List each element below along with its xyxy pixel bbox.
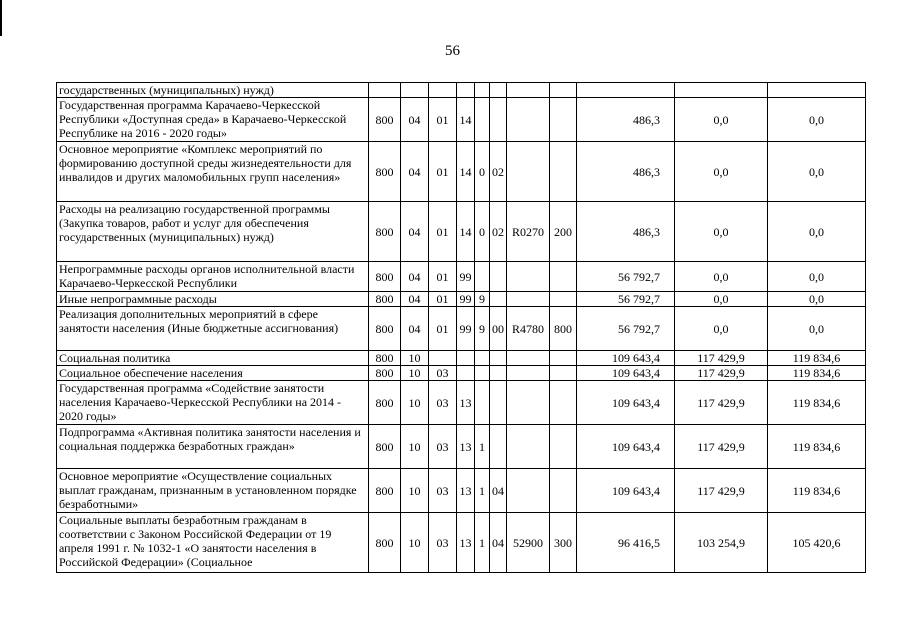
cell-section: 04	[401, 262, 429, 292]
cell-subsection: 01	[429, 142, 457, 202]
cell-amount-year-1: 109 643,4	[577, 381, 675, 425]
cell-section: 10	[401, 513, 429, 573]
cell-subsection: 01	[429, 307, 457, 351]
cell-amount-year-2: 0,0	[675, 307, 768, 351]
cell-name: Государственная программа Карачаево-Черкесской Республики «Доступная среда» в Карачаево-Черкесской Республике на 2016 - 2020 годы»	[57, 98, 369, 142]
cell-expense-type	[550, 262, 577, 292]
cell-amount-year-3: 119 834,6	[768, 381, 866, 425]
table-row	[57, 98, 866, 142]
cell-name: Социальное обеспечение населения	[57, 366, 369, 381]
table-row	[57, 142, 866, 202]
cell-program: 14	[457, 142, 475, 202]
cell-event: 02	[490, 142, 507, 202]
cell-direction	[507, 292, 550, 307]
cell-amount-year-3: 119 834,6	[768, 469, 866, 513]
cell-amount-year-3: 119 834,6	[768, 425, 866, 469]
cell-name: Социальные выплаты безработным гражданам в соответствии с Законом Российской Федерации от 19 апреля 1991 г. № 1032-1 «О занятости населения в Российской Федерации» (Социальное	[57, 513, 369, 573]
cell-subsection: 01	[429, 98, 457, 142]
cell-event	[490, 366, 507, 381]
table-row	[57, 351, 866, 366]
cell-subsection: 03	[429, 513, 457, 573]
cell-amount-year-3: 0,0	[768, 307, 866, 351]
cell-amount-year-3: 105 420,6	[768, 513, 866, 573]
cell-amount-year-2: 117 429,9	[675, 351, 768, 366]
cell-section	[401, 83, 429, 98]
table-row	[57, 202, 866, 262]
cell-amount-year-3: 0,0	[768, 202, 866, 262]
cell-expense-type: 300	[550, 513, 577, 573]
cell-event: 00	[490, 307, 507, 351]
cell-direction	[507, 98, 550, 142]
cell-event	[490, 292, 507, 307]
cell-program	[457, 366, 475, 381]
cell-section: 04	[401, 292, 429, 307]
cell-program: 99	[457, 307, 475, 351]
cell-name: Основное мероприятие «Осуществление социальных выплат гражданам, признанным в установленном порядке безработными»	[57, 469, 369, 513]
cell-direction: 52900	[507, 513, 550, 573]
cell-subprogram: 1	[475, 513, 490, 573]
cell-event	[490, 381, 507, 425]
cell-subsection: 01	[429, 292, 457, 307]
cell-ministry: 800	[369, 307, 401, 351]
cell-name: Реализация дополнительных мероприятий в сфере занятости населения (Иные бюджетные ассигнования)	[57, 307, 369, 351]
cell-program: 14	[457, 98, 475, 142]
cell-amount-year-2: 0,0	[675, 202, 768, 262]
cell-expense-type	[550, 469, 577, 513]
cell-amount-year-1: 109 643,4	[577, 366, 675, 381]
cell-subprogram	[475, 351, 490, 366]
cell-ministry: 800	[369, 425, 401, 469]
table-row	[57, 83, 866, 98]
table-row	[57, 307, 866, 351]
cell-amount-year-3: 0,0	[768, 292, 866, 307]
cell-section: 10	[401, 469, 429, 513]
cell-name: Подпрограмма «Активная политика занятости населения и социальная поддержка безработных граждан»	[57, 425, 369, 469]
cell-section: 04	[401, 307, 429, 351]
cell-amount-year-3: 0,0	[768, 262, 866, 292]
cell-expense-type	[550, 292, 577, 307]
cell-ministry: 800	[369, 142, 401, 202]
cell-subprogram	[475, 366, 490, 381]
page-number: 56	[445, 43, 460, 59]
cell-subprogram: 9	[475, 292, 490, 307]
cell-section: 04	[401, 202, 429, 262]
cell-expense-type	[550, 98, 577, 142]
cell-program: 13	[457, 513, 475, 573]
cell-event	[490, 98, 507, 142]
cell-expense-type	[550, 425, 577, 469]
table-row	[57, 262, 866, 292]
cell-amount-year-2: 117 429,9	[675, 381, 768, 425]
cell-amount-year-2: 0,0	[675, 98, 768, 142]
cell-name: Иные непрограммные расходы	[57, 292, 369, 307]
cell-amount-year-1: 486,3	[577, 202, 675, 262]
cell-event	[490, 262, 507, 292]
cell-subsection	[429, 83, 457, 98]
cell-program: 99	[457, 292, 475, 307]
cell-expense-type	[550, 83, 577, 98]
cell-ministry: 800	[369, 513, 401, 573]
table-row	[57, 381, 866, 425]
cell-event	[490, 83, 507, 98]
cell-subprogram	[475, 98, 490, 142]
cell-amount-year-1: 56 792,7	[577, 262, 675, 292]
budget-table	[56, 82, 866, 573]
cell-ministry: 800	[369, 469, 401, 513]
cell-name: государственных (муниципальных) нужд)	[57, 83, 369, 98]
cell-direction	[507, 366, 550, 381]
cell-program: 99	[457, 262, 475, 292]
cell-event	[490, 351, 507, 366]
cell-expense-type	[550, 351, 577, 366]
cell-amount-year-2: 0,0	[675, 142, 768, 202]
cell-section: 10	[401, 351, 429, 366]
cell-subprogram: 0	[475, 202, 490, 262]
table-row	[57, 425, 866, 469]
cell-amount-year-3: 0,0	[768, 98, 866, 142]
cell-amount-year-1: 109 643,4	[577, 425, 675, 469]
cell-amount-year-1: 56 792,7	[577, 292, 675, 307]
cell-amount-year-3: 0,0	[768, 142, 866, 202]
cell-amount-year-1: 109 643,4	[577, 351, 675, 366]
cell-name: Основное мероприятие «Комплекс мероприятий по формированию доступной среды жизнедеятельности для инвалидов и других маломобильных групп населения»	[57, 142, 369, 202]
cell-program: 13	[457, 381, 475, 425]
cell-ministry: 800	[369, 366, 401, 381]
cell-amount-year-2: 117 429,9	[675, 425, 768, 469]
cell-expense-type	[550, 381, 577, 425]
cell-subprogram	[475, 83, 490, 98]
cell-subprogram: 9	[475, 307, 490, 351]
table-row	[57, 469, 866, 513]
cell-subprogram: 0	[475, 142, 490, 202]
cell-section: 04	[401, 142, 429, 202]
cell-amount-year-2: 0,0	[675, 292, 768, 307]
cell-section: 10	[401, 425, 429, 469]
cell-ministry	[369, 83, 401, 98]
cell-amount-year-1	[577, 83, 675, 98]
cell-amount-year-2: 103 254,9	[675, 513, 768, 573]
cell-amount-year-1: 109 643,4	[577, 469, 675, 513]
cell-direction	[507, 425, 550, 469]
cell-subsection: 03	[429, 469, 457, 513]
cell-expense-type	[550, 366, 577, 381]
cell-direction	[507, 142, 550, 202]
left-edge-mark	[0, 0, 2, 36]
cell-amount-year-2: 117 429,9	[675, 366, 768, 381]
cell-subsection: 01	[429, 202, 457, 262]
table-body	[57, 83, 866, 573]
cell-subsection: 03	[429, 366, 457, 381]
cell-amount-year-2: 0,0	[675, 262, 768, 292]
cell-ministry: 800	[369, 202, 401, 262]
cell-event: 02	[490, 202, 507, 262]
cell-name: Расходы на реализацию государственной программы (Закупка товаров, работ и услуг для обеспечения государственных (муниципальных) нужд)	[57, 202, 369, 262]
cell-subsection	[429, 351, 457, 366]
cell-ministry: 800	[369, 292, 401, 307]
cell-section: 04	[401, 98, 429, 142]
cell-amount-year-2	[675, 83, 768, 98]
cell-direction	[507, 351, 550, 366]
cell-amount-year-3	[768, 83, 866, 98]
cell-direction	[507, 262, 550, 292]
cell-amount-year-1: 56 792,7	[577, 307, 675, 351]
cell-ministry: 800	[369, 98, 401, 142]
cell-direction	[507, 83, 550, 98]
cell-event	[490, 425, 507, 469]
cell-program	[457, 83, 475, 98]
cell-direction: R4780	[507, 307, 550, 351]
cell-expense-type: 200	[550, 202, 577, 262]
cell-amount-year-2: 117 429,9	[675, 469, 768, 513]
cell-ministry: 800	[369, 262, 401, 292]
cell-amount-year-3: 119 834,6	[768, 366, 866, 381]
cell-subprogram: 1	[475, 425, 490, 469]
table-row	[57, 513, 866, 573]
cell-event: 04	[490, 469, 507, 513]
cell-name: Непрограммные расходы органов исполнительной власти Карачаево-Черкесской Республики	[57, 262, 369, 292]
table-row	[57, 366, 866, 381]
cell-amount-year-1: 486,3	[577, 98, 675, 142]
cell-program: 13	[457, 425, 475, 469]
cell-direction	[507, 469, 550, 513]
cell-amount-year-1: 486,3	[577, 142, 675, 202]
cell-name: Государственная программа «Содействие занятости населения Карачаево-Черкесской Республики на 2014 - 2020 годы»	[57, 381, 369, 425]
cell-expense-type	[550, 142, 577, 202]
cell-section: 10	[401, 366, 429, 381]
cell-program: 13	[457, 469, 475, 513]
cell-subsection: 01	[429, 262, 457, 292]
cell-subprogram: 1	[475, 469, 490, 513]
cell-subprogram	[475, 381, 490, 425]
cell-ministry: 800	[369, 381, 401, 425]
cell-section: 10	[401, 381, 429, 425]
cell-name: Социальная политика	[57, 351, 369, 366]
cell-amount-year-3: 119 834,6	[768, 351, 866, 366]
cell-program: 14	[457, 202, 475, 262]
cell-subsection: 03	[429, 425, 457, 469]
cell-event: 04	[490, 513, 507, 573]
cell-amount-year-1: 96 416,5	[577, 513, 675, 573]
table-row	[57, 292, 866, 307]
cell-program	[457, 351, 475, 366]
cell-subsection: 03	[429, 381, 457, 425]
cell-subprogram	[475, 262, 490, 292]
cell-direction: R0270	[507, 202, 550, 262]
cell-direction	[507, 381, 550, 425]
cell-expense-type: 800	[550, 307, 577, 351]
cell-ministry: 800	[369, 351, 401, 366]
